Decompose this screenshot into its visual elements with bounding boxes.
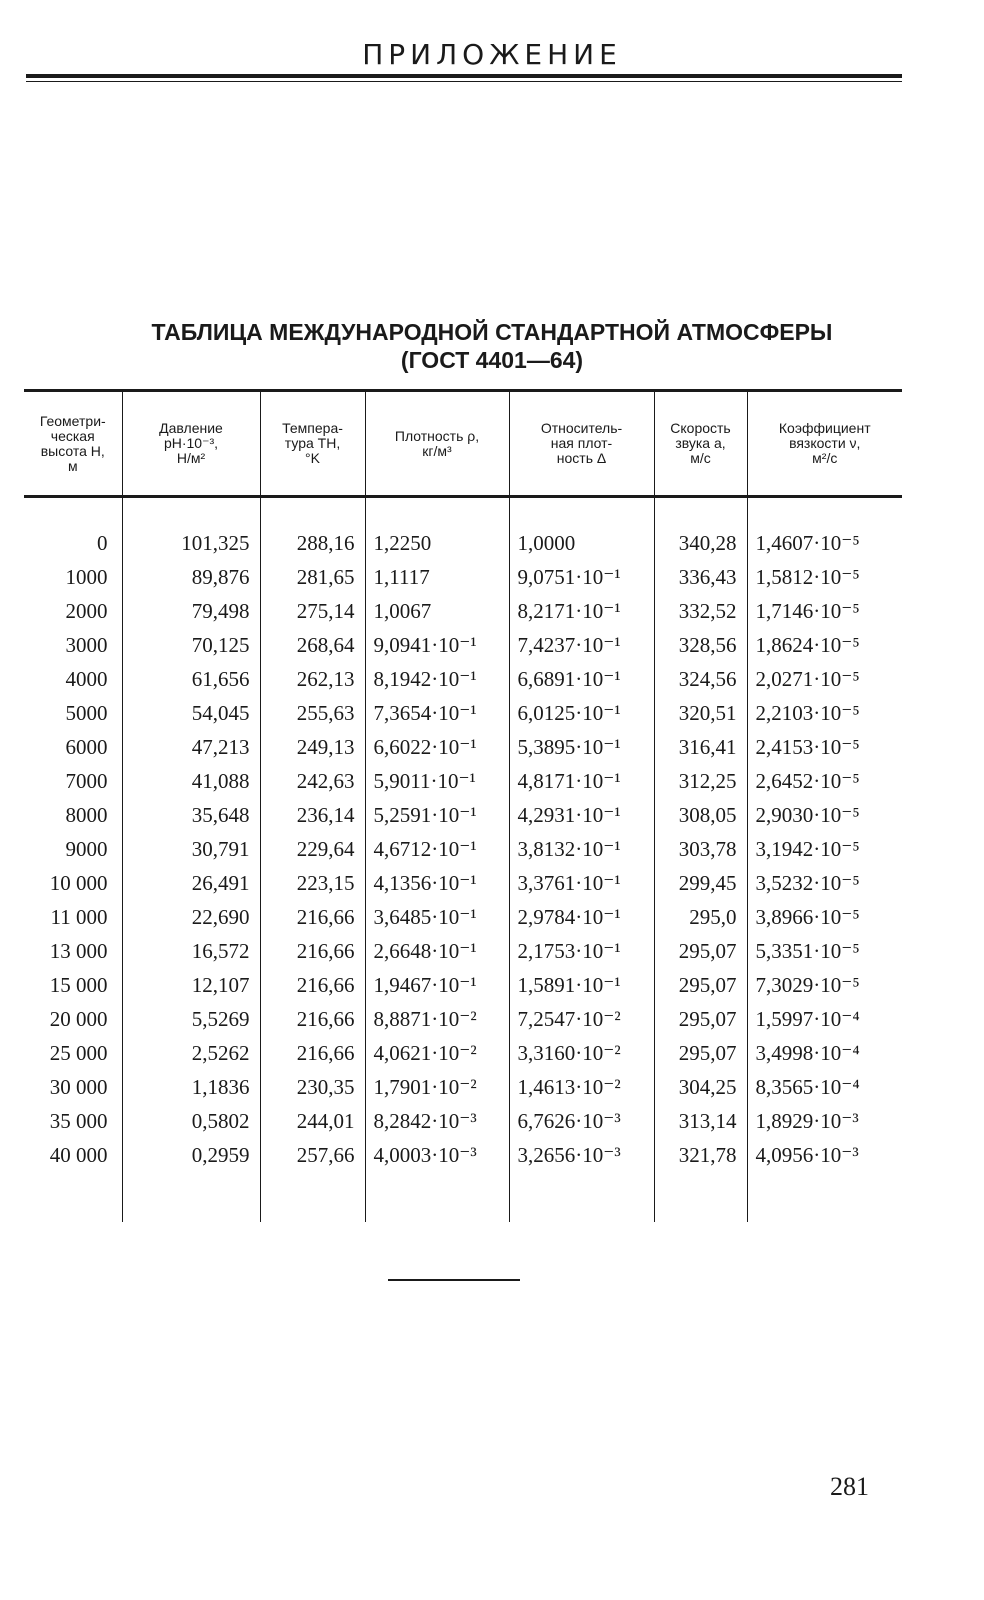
cell-viscosity: 2,9030·10⁻⁵ [747, 798, 902, 832]
cell-density: 1,0067 [365, 594, 509, 628]
cell-speed-of-sound: 336,43 [654, 560, 747, 594]
table-title-line-1: ТАБЛИЦА МЕЖДУНАРОДНОЙ СТАНДАРТНОЙ АТМОСФЕРЫ [151, 319, 833, 345]
cell-relative-density: 2,9784·10⁻¹ [509, 900, 654, 934]
cell-speed-of-sound: 295,07 [654, 934, 747, 968]
cell-viscosity: 1,5812·10⁻⁵ [747, 560, 902, 594]
cell-pressure: 0,2959 [122, 1138, 260, 1172]
table-body [24, 497, 902, 1223]
page-number: 281 [830, 1472, 869, 1501]
cell-altitude: 13 000 [49, 939, 108, 963]
cell-temperature: 216,66 [260, 934, 365, 968]
cell-altitude: 4000 [65, 667, 108, 691]
cell-altitude: 8000 [65, 803, 108, 827]
cell-pressure: 101,325 [122, 526, 260, 560]
table-row [24, 798, 902, 832]
cell-speed-of-sound: 304,25 [654, 1070, 747, 1104]
table-row [24, 730, 902, 764]
cell-relative-density: 1,0000 [509, 526, 654, 560]
cell-speed-of-sound: 295,07 [654, 968, 747, 1002]
cell-altitude: 0 [97, 531, 108, 555]
cell-density: 4,0003·10⁻³ [365, 1138, 509, 1172]
cell-viscosity: 2,0271·10⁻⁵ [747, 662, 902, 696]
cell-density: 4,6712·10⁻¹ [365, 832, 509, 866]
cell-pressure: 1,1836 [122, 1070, 260, 1104]
cell-altitude: 2000 [65, 599, 108, 623]
cell-temperature: 249,13 [260, 730, 365, 764]
table-header-row [24, 391, 902, 497]
cell-altitude: 9000 [65, 837, 108, 861]
cell-temperature: 216,66 [260, 900, 365, 934]
cell-pressure: 26,491 [122, 866, 260, 900]
cell-altitude: 40 000 [49, 1143, 108, 1167]
table-row [24, 1070, 902, 1104]
cell-altitude: 7000 [65, 769, 108, 793]
cell-relative-density: 6,6891·10⁻¹ [509, 662, 654, 696]
column-header-altitude: Геометри- ческая высота H, м [24, 391, 122, 497]
cell-altitude: 10 000 [49, 871, 108, 895]
cell-temperature: 216,66 [260, 1036, 365, 1070]
cell-speed-of-sound: 313,14 [654, 1104, 747, 1138]
cell-temperature: 255,63 [260, 696, 365, 730]
cell-temperature: 281,65 [260, 560, 365, 594]
cell-viscosity: 7,3029·10⁻⁵ [747, 968, 902, 1002]
cell-viscosity: 1,5997·10⁻⁴ [747, 1002, 902, 1036]
cell-altitude: 15 000 [49, 973, 108, 997]
cell-density: 9,0941·10⁻¹ [365, 628, 509, 662]
cell-temperature: 223,15 [260, 866, 365, 900]
cell-speed-of-sound: 328,56 [654, 628, 747, 662]
cell-pressure: 61,656 [122, 662, 260, 696]
table-title-line-2: (ГОСТ 4401—64) [400, 347, 584, 373]
table-row [24, 968, 902, 1002]
table-header [24, 391, 902, 497]
cell-pressure: 35,648 [122, 798, 260, 832]
column-header-pressure: Давление pH·10⁻³, Н/м² [122, 391, 260, 497]
cell-altitude: 6000 [65, 735, 108, 759]
cell-relative-density: 3,3761·10⁻¹ [509, 866, 654, 900]
cell-relative-density: 3,8132·10⁻¹ [509, 832, 654, 866]
table-row [24, 900, 902, 934]
cell-speed-of-sound: 316,41 [654, 730, 747, 764]
cell-density: 1,9467·10⁻¹ [365, 968, 509, 1002]
cell-density: 3,6485·10⁻¹ [365, 900, 509, 934]
cell-viscosity: 3,5232·10⁻⁵ [747, 866, 902, 900]
cell-speed-of-sound: 303,78 [654, 832, 747, 866]
cell-pressure: 0,5802 [122, 1104, 260, 1138]
cell-viscosity: 3,4998·10⁻⁴ [747, 1036, 902, 1070]
cell-altitude: 5000 [65, 701, 108, 725]
column-header-viscosity: Коэффициент вязкости ν, м²/с [747, 391, 902, 497]
table-row [24, 1002, 902, 1036]
cell-relative-density: 8,2171·10⁻¹ [509, 594, 654, 628]
cell-viscosity: 2,6452·10⁻⁵ [747, 764, 902, 798]
cell-pressure: 16,572 [122, 934, 260, 968]
cell-viscosity: 5,3351·10⁻⁵ [747, 934, 902, 968]
cell-pressure: 5,5269 [122, 1002, 260, 1036]
cell-viscosity: 3,1942·10⁻⁵ [747, 832, 902, 866]
cell-density: 4,0621·10⁻² [365, 1036, 509, 1070]
cell-relative-density: 5,3895·10⁻¹ [509, 730, 654, 764]
cell-speed-of-sound: 295,07 [654, 1002, 747, 1036]
header-rule-thick [26, 74, 902, 78]
cell-relative-density: 3,2656·10⁻³ [509, 1138, 654, 1172]
cell-viscosity: 4,0956·10⁻³ [747, 1138, 902, 1172]
cell-relative-density: 4,2931·10⁻¹ [509, 798, 654, 832]
cell-relative-density: 2,1753·10⁻¹ [509, 934, 654, 968]
cell-density: 6,6022·10⁻¹ [365, 730, 509, 764]
cell-density: 8,8871·10⁻² [365, 1002, 509, 1036]
cell-temperature: 216,66 [260, 1002, 365, 1036]
cell-viscosity: 2,4153·10⁻⁵ [747, 730, 902, 764]
cell-speed-of-sound: 295,07 [654, 1036, 747, 1070]
cell-density: 8,2842·10⁻³ [365, 1104, 509, 1138]
cell-viscosity: 8,3565·10⁻⁴ [747, 1070, 902, 1104]
cell-relative-density: 6,7626·10⁻³ [509, 1104, 654, 1138]
cell-altitude: 30 000 [49, 1075, 108, 1099]
cell-relative-density: 1,5891·10⁻¹ [509, 968, 654, 1002]
cell-density: 1,2250 [365, 526, 509, 560]
cell-speed-of-sound: 340,28 [654, 526, 747, 560]
table-row [24, 1036, 902, 1070]
cell-viscosity: 1,4607·10⁻⁵ [747, 526, 902, 560]
cell-viscosity: 1,7146·10⁻⁵ [747, 594, 902, 628]
cell-pressure: 2,5262 [122, 1036, 260, 1070]
table-row [24, 764, 902, 798]
table-row [24, 832, 902, 866]
cell-speed-of-sound: 299,45 [654, 866, 747, 900]
cell-speed-of-sound: 308,05 [654, 798, 747, 832]
cell-density: 4,1356·10⁻¹ [365, 866, 509, 900]
cell-viscosity: 2,2103·10⁻⁵ [747, 696, 902, 730]
table-row [24, 1104, 902, 1138]
cell-temperature: 257,66 [260, 1138, 365, 1172]
cell-density: 2,6648·10⁻¹ [365, 934, 509, 968]
table-row [24, 628, 902, 662]
cell-pressure: 30,791 [122, 832, 260, 866]
table-row [24, 526, 902, 560]
cell-temperature: 242,63 [260, 764, 365, 798]
cell-speed-of-sound: 332,52 [654, 594, 747, 628]
table-spacer-top [24, 497, 902, 527]
column-header-relative-density: Относитель- ная плот- ность Δ [509, 391, 654, 497]
cell-temperature: 229,64 [260, 832, 365, 866]
cell-viscosity: 1,8624·10⁻⁵ [747, 628, 902, 662]
cell-temperature: 244,01 [260, 1104, 365, 1138]
cell-pressure: 12,107 [122, 968, 260, 1002]
cell-relative-density: 3,3160·10⁻² [509, 1036, 654, 1070]
cell-pressure: 47,213 [122, 730, 260, 764]
cell-temperature: 262,13 [260, 662, 365, 696]
cell-relative-density: 4,8171·10⁻¹ [509, 764, 654, 798]
cell-relative-density: 9,0751·10⁻¹ [509, 560, 654, 594]
cell-density: 1,1117 [365, 560, 509, 594]
cell-temperature: 230,35 [260, 1070, 365, 1104]
cell-speed-of-sound: 320,51 [654, 696, 747, 730]
table-row [24, 934, 902, 968]
cell-pressure: 54,045 [122, 696, 260, 730]
cell-relative-density: 7,2547·10⁻² [509, 1002, 654, 1036]
cell-pressure: 22,690 [122, 900, 260, 934]
cell-altitude: 1000 [65, 565, 108, 589]
cell-relative-density: 6,0125·10⁻¹ [509, 696, 654, 730]
table-row [24, 1138, 902, 1172]
cell-density: 7,3654·10⁻¹ [365, 696, 509, 730]
cell-pressure: 79,498 [122, 594, 260, 628]
running-head: ПРИЛОЖЕНИЕ [362, 38, 622, 71]
column-header-speed-of-sound: Скорость звука a, м/с [654, 391, 747, 497]
cell-altitude: 11 000 [50, 905, 108, 929]
cell-altitude: 25 000 [49, 1041, 108, 1065]
table-row [24, 866, 902, 900]
column-header-temperature: Темпера- тура TH, °K [260, 391, 365, 497]
cell-density: 5,9011·10⁻¹ [365, 764, 509, 798]
cell-relative-density: 7,4237·10⁻¹ [509, 628, 654, 662]
cell-temperature: 236,14 [260, 798, 365, 832]
column-header-density: Плотность ρ, кг/м³ [365, 391, 509, 497]
cell-speed-of-sound: 324,56 [654, 662, 747, 696]
cell-temperature: 216,66 [260, 968, 365, 1002]
cell-viscosity: 1,8929·10⁻³ [747, 1104, 902, 1138]
cell-speed-of-sound: 321,78 [654, 1138, 747, 1172]
cell-pressure: 41,088 [122, 764, 260, 798]
atmosphere-table [24, 389, 902, 1222]
cell-temperature: 275,14 [260, 594, 365, 628]
cell-viscosity: 3,8966·10⁻⁵ [747, 900, 902, 934]
cell-altitude: 35 000 [49, 1109, 108, 1133]
cell-temperature: 268,64 [260, 628, 365, 662]
cell-speed-of-sound: 312,25 [654, 764, 747, 798]
header-rule-thin [26, 81, 902, 82]
cell-altitude: 20 000 [49, 1007, 108, 1031]
cell-pressure: 89,876 [122, 560, 260, 594]
atmosphere-table-container [24, 389, 902, 1222]
cell-altitude: 3000 [65, 633, 108, 657]
cell-pressure: 70,125 [122, 628, 260, 662]
table-title [0, 318, 984, 374]
footer-rule [388, 1279, 520, 1281]
cell-density: 1,7901·10⁻² [365, 1070, 509, 1104]
cell-relative-density: 1,4613·10⁻² [509, 1070, 654, 1104]
table-row [24, 696, 902, 730]
cell-temperature: 288,16 [260, 526, 365, 560]
cell-density: 8,1942·10⁻¹ [365, 662, 509, 696]
table-row [24, 594, 902, 628]
cell-speed-of-sound: 295,0 [654, 900, 747, 934]
cell-density: 5,2591·10⁻¹ [365, 798, 509, 832]
table-row [24, 560, 902, 594]
table-row [24, 662, 902, 696]
table-spacer-bottom [24, 1172, 902, 1222]
